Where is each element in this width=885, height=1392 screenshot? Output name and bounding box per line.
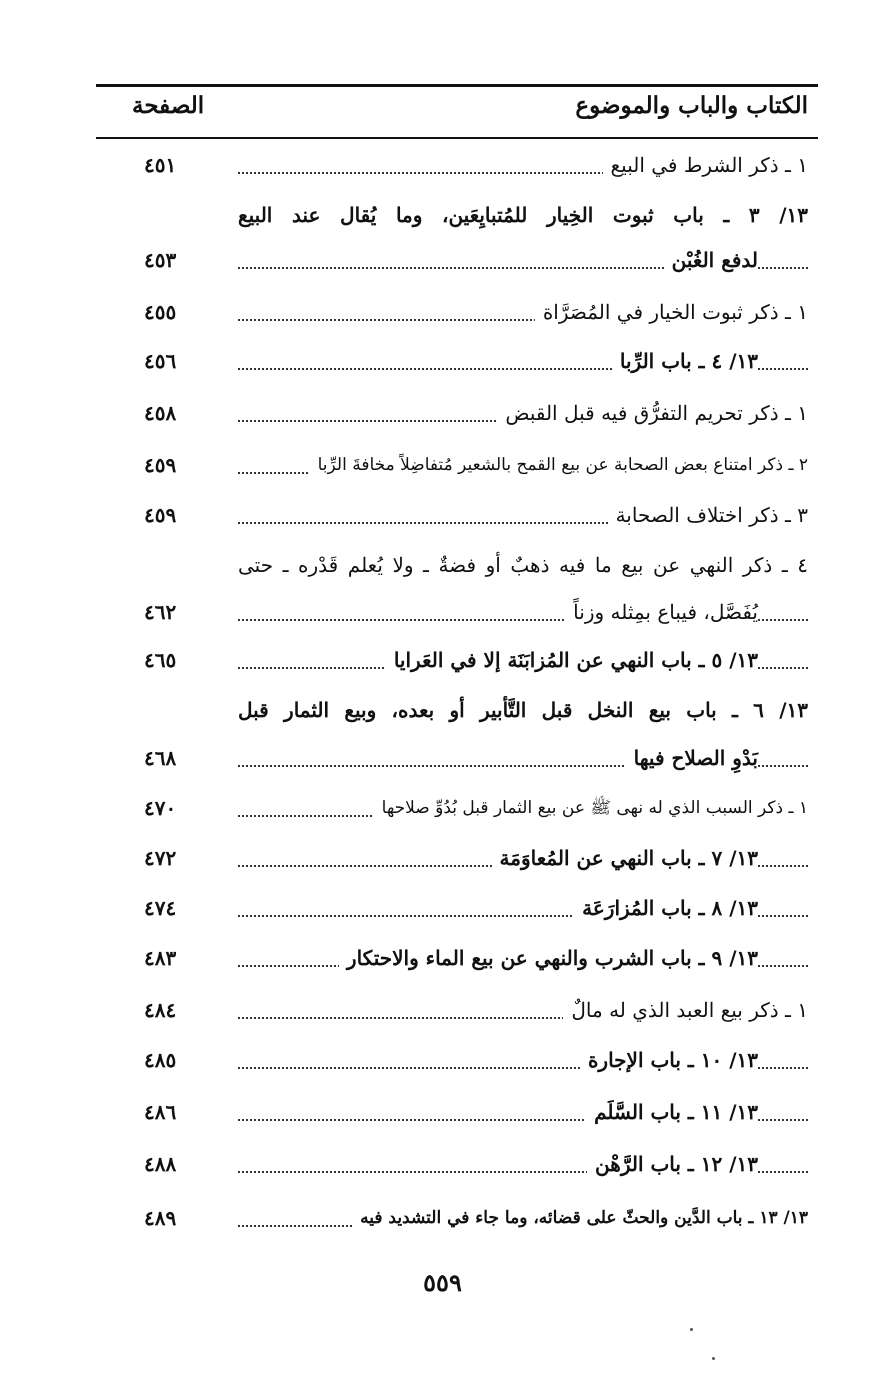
header-page-label: الصفحة <box>132 92 205 119</box>
entry-page-number: ٤٦٥ <box>144 648 177 672</box>
entry-page-number: ٤٥٩ <box>144 453 177 477</box>
entry-page-number: ٤٨٤ <box>144 998 177 1022</box>
scan-speck <box>712 1357 715 1360</box>
entry-title: ١ ـ ذكر الشرط في البيع <box>603 150 808 180</box>
entry-title: ١ ـ ذكر ثبوت الخيار في المُصَرَّاة <box>535 297 808 327</box>
toc-entry-line1 <box>96 550 818 586</box>
entry-page-number: ٤٥٥ <box>144 300 177 324</box>
toc-entry[interactable] <box>96 150 818 186</box>
toc-entry[interactable] <box>96 645 818 681</box>
entry-page-number: ٤٧٤ <box>144 896 177 920</box>
entry-page-number: ٤٨٩ <box>144 1206 177 1230</box>
entry-title: ١٣/ ٩ ـ باب الشرب والنهي عن بيع الماء والاحتكار <box>339 943 758 973</box>
top-rule <box>96 84 818 87</box>
entry-page-number: ٤٥١ <box>144 153 177 177</box>
toc-entry[interactable] <box>96 793 818 829</box>
entry-title-line1: ١٣/ ٦ ـ باب بيع النخل قبل التَّأبير أو بعده، وبيع الثمار قبل <box>238 698 808 722</box>
toc-entry[interactable] <box>96 597 818 633</box>
header-rule <box>96 137 818 139</box>
toc-entry[interactable] <box>96 245 818 281</box>
toc-entry[interactable] <box>96 893 818 929</box>
entry-page-number: ٤٦٢ <box>144 600 177 624</box>
toc-entry[interactable] <box>96 346 818 382</box>
entry-title: ١٣/ ٧ ـ باب النهي عن المُعاوَمَة <box>492 843 758 873</box>
entry-title: ١ ـ ذكر تحريم التفرُّق فيه قبل القبض <box>497 398 808 428</box>
toc-entry-line1 <box>96 200 818 236</box>
toc-entry[interactable] <box>96 1097 818 1133</box>
toc-entry[interactable] <box>96 500 818 536</box>
toc-entry[interactable] <box>96 743 818 779</box>
entry-title: ١ ـ ذكر بيع العبد الذي له مالٌ <box>563 995 808 1025</box>
entry-title: ١٣/ ٨ ـ باب المُزارَعَة <box>574 893 758 923</box>
toc-entry[interactable] <box>96 1045 818 1081</box>
entry-title: ١٣/ ٥ ـ باب النهي عن المُزابَنَة إلا في العَرايا <box>386 645 758 675</box>
toc-entry[interactable] <box>96 943 818 979</box>
entry-title: ١٣/ ١٢ ـ باب الرَّهْن <box>587 1149 758 1179</box>
toc-entry[interactable] <box>96 1203 818 1239</box>
page-number-footer: ٥٥٩ <box>423 1268 462 1297</box>
entry-page-number: ٤٥٩ <box>144 503 177 527</box>
entry-title: ١٣/ ٤ ـ باب الرِّبا <box>612 346 758 376</box>
entry-page-number: ٤٥٦ <box>144 349 177 373</box>
entry-title: ٣ ـ ذكر اختلاف الصحابة <box>608 500 808 530</box>
toc-entry[interactable] <box>96 450 818 486</box>
entry-title-line1: ١٣/ ٣ ـ باب ثبوت الخِيار للمُتبايِعَين، وما يُقال عند البيع <box>238 203 808 227</box>
toc-entry[interactable] <box>96 1149 818 1185</box>
scan-speck <box>690 1328 693 1331</box>
entry-page-number: ٤٨٨ <box>144 1152 177 1176</box>
entry-title: ١٣/ ١١ ـ باب السَّلَم <box>586 1097 758 1127</box>
entry-title: لدفع الغُبْن <box>664 245 758 275</box>
entry-page-number: ٤٥٨ <box>144 401 177 425</box>
entry-title: ١ ـ ذكر السبب الذي له نهى ﷺ عن بيع الثمار قبل بُدُوِّ صلاحها <box>374 793 808 823</box>
table-header <box>96 92 818 134</box>
entry-page-number: ٤٨٥ <box>144 1048 177 1072</box>
entry-title: يُفَصَّل، فيباع بمِثله وزناً <box>565 597 758 627</box>
entry-title-line1: ٤ ـ ذكر النهي عن بيع ما فيه ذهبٌ أو فضةٌ ـ ولا يُعلم قَدْره ـ حتى <box>238 553 808 577</box>
entry-page-number: ٤٨٦ <box>144 1100 177 1124</box>
entry-page-number: ٤٧٠ <box>144 796 177 820</box>
entry-page-number: ٤٦٨ <box>144 746 177 770</box>
entry-title: بَدْوِ الصلاح فيها <box>626 743 758 773</box>
header-topic-label: الكتاب والباب والموضوع <box>575 92 808 119</box>
entry-page-number: ٤٧٢ <box>144 846 177 870</box>
entry-page-number: ٤٨٣ <box>144 946 177 970</box>
entry-page-number: ٤٥٣ <box>144 248 177 272</box>
toc-entry[interactable] <box>96 297 818 333</box>
toc-entry[interactable] <box>96 398 818 434</box>
entry-title: ١٣/ ١٠ ـ باب الإجارة <box>580 1045 758 1075</box>
entry-title: ٢ ـ ذكر امتناع بعض الصحابة عن بيع القمح بالشعير مُتفاضِلاً مخافةَ الرِّبا <box>310 450 808 480</box>
toc-entry[interactable] <box>96 843 818 879</box>
entry-title: ١٣/ ١٣ ـ باب الدَّين والحثّ على قضائه، وما جاء في التشديد فيه <box>352 1203 808 1233</box>
toc-entry[interactable] <box>96 995 818 1031</box>
toc-entry-line1 <box>96 695 818 731</box>
